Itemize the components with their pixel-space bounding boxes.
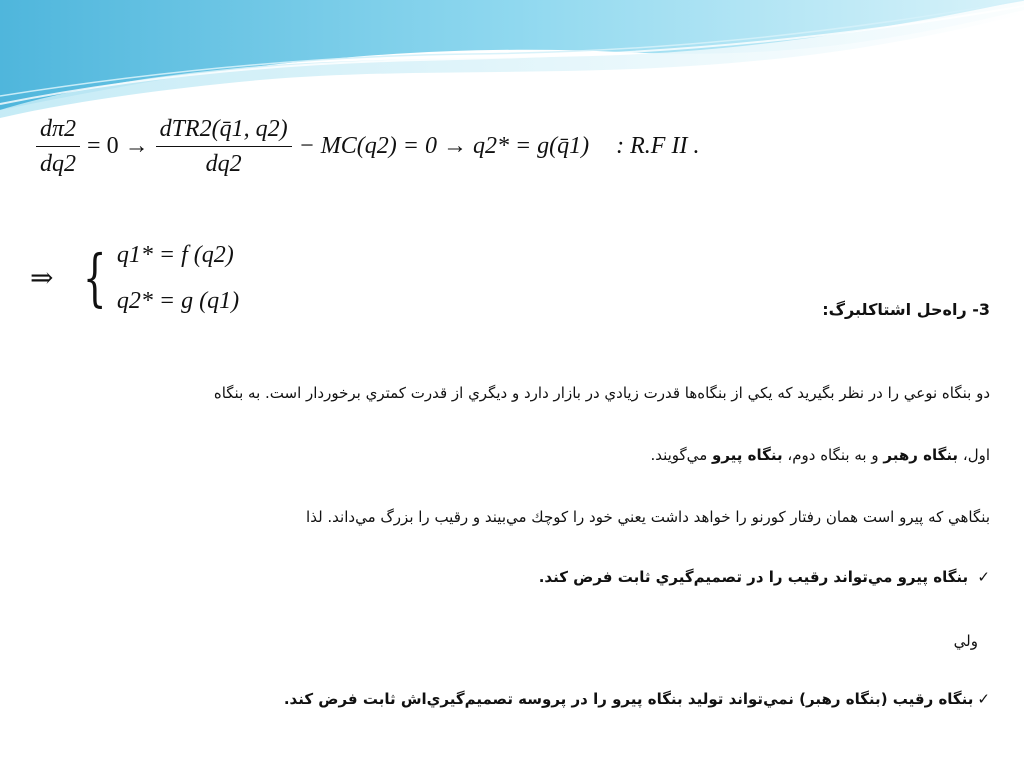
arrow-symbol-2: → xyxy=(442,133,467,159)
bullet-item-1 xyxy=(539,568,990,586)
bullet-2-text: بنگاه رقيب (بنگاه رهبر) نمي‌تواند توليد بنگاه پيرو را در پروسه تصميم‌گيري‌اش ثابت فرض كند. xyxy=(283,690,974,708)
paragraph-but: ولي xyxy=(953,632,978,650)
reaction-result: q2* = g(q̄1) xyxy=(472,133,590,159)
fraction-denominator: dq2 xyxy=(205,151,242,177)
leader-firm-term: بنگاه رهبر xyxy=(883,446,959,464)
paragraph-1: دو بنگاه نوعي را در نظر بگيريد كه يكي از بنگاه‌ها قدرت زيادي در بازار دارد و ديگري از قدرت كمتري برخوردار است. به بنگاه xyxy=(213,384,990,402)
reaction-function-equation xyxy=(32,112,702,181)
p2-part-c: و به بنگاه دوم، xyxy=(782,446,884,464)
revenue-derivative-fraction xyxy=(156,112,292,181)
fraction-denominator: dq2 xyxy=(40,151,77,177)
fraction-numerator: dπ2 xyxy=(40,116,77,142)
system-lines xyxy=(117,232,239,324)
header-wave-decoration xyxy=(0,0,1024,120)
implies-symbol: ⇒ xyxy=(30,263,54,294)
equilibrium-system xyxy=(30,232,239,324)
system-line-2: q2* = g (q1) xyxy=(116,288,240,314)
arrow-symbol: → xyxy=(124,133,149,159)
section-heading: 3- راه‌حل اشتاکلبرگ: xyxy=(822,300,990,319)
checkmark-icon: ✓ xyxy=(977,568,990,586)
equals-zero: = 0 xyxy=(87,133,119,159)
marginal-cost-term: − MC(q2) = 0 xyxy=(298,133,437,159)
p2-part-a: اول، xyxy=(958,446,990,464)
fraction-numerator: dTR2(q̄1, q2) xyxy=(159,116,288,142)
p2-part-e: مي‌گويند. xyxy=(650,446,712,464)
profit-derivative-fraction xyxy=(36,112,80,181)
reaction-function-label: : R.F II . xyxy=(616,133,700,159)
bullet-item-2 xyxy=(284,690,990,708)
paragraph-3: بنگاهي كه پيرو است همان رفتار كورنو را خواهد داشت يعني خود را كوچك مي‌بيند و رقيب را بزرگ مي‌داند. لذا xyxy=(306,508,990,526)
checkmark-icon: ✓ xyxy=(977,690,990,708)
follower-firm-term: بنگاه پيرو xyxy=(712,446,783,464)
left-brace: { xyxy=(83,241,108,314)
paragraph-2 xyxy=(650,446,990,464)
system-line-1: q1* = f (q2) xyxy=(116,242,234,268)
bullet-1-text: بنگاه پيرو مي‌تواند رقيب را در تصميم‌گيري ثابت فرض كند. xyxy=(538,568,969,586)
